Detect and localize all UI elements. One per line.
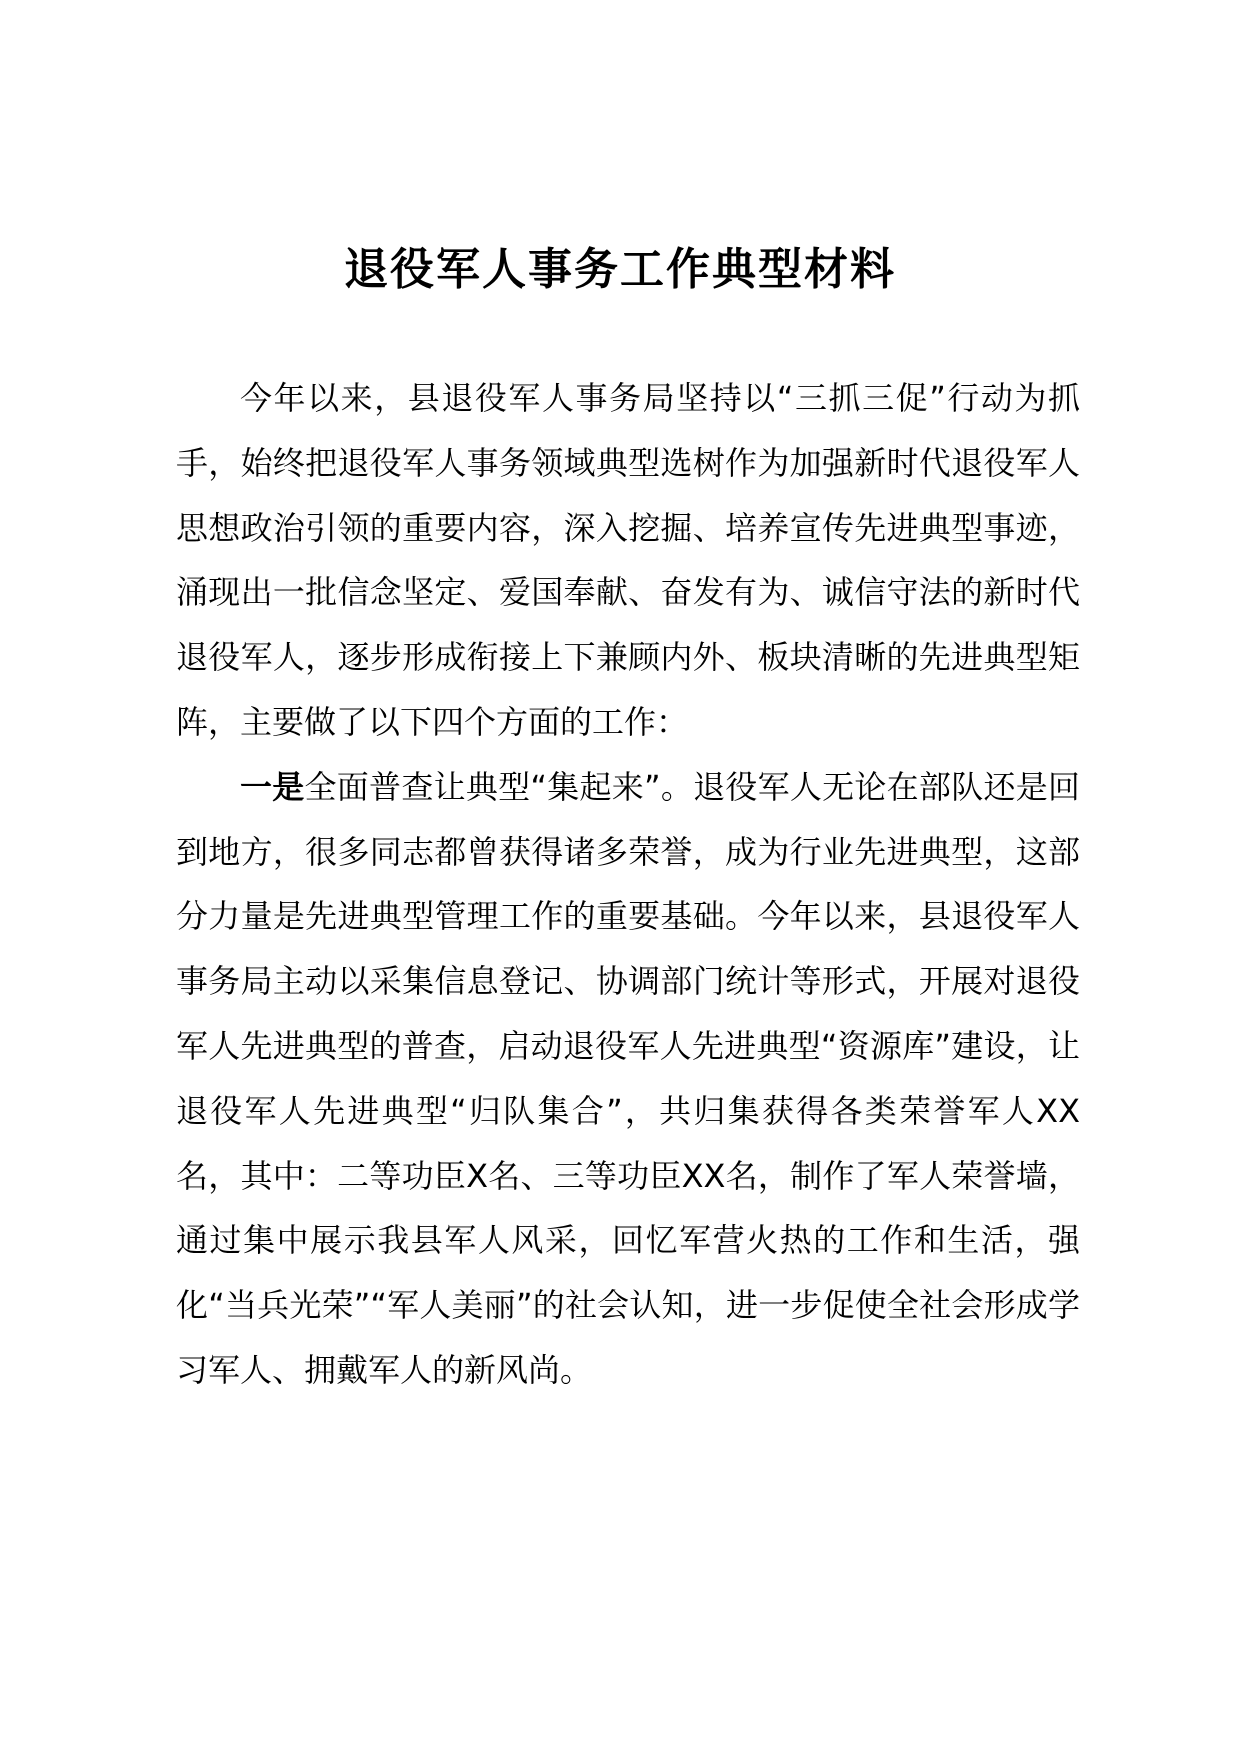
section-one-paragraph [176,755,1080,1403]
section-one-text: 全面普查让典型“集起来”。退役军人无论在部队还是回到地方，很多同志都曾获得诸多荣誉，成为行业先进典型，这部分力量是先进典型管理工作的重要基础。今年以来，县退役军人事务局主动以采集信息登记、协调部门统计等形式，开展对退役军人先进典型的普查，启动退役军人先进典型“资源库”建设，让退役军人先进典型“归队集合”，共归集获得各类荣誉军人XX名，其中：二等功臣X名、三等功臣XX名，制作了军人荣誉墙，通过集中展示我县军人风采，回忆军营火热的工作和生活，强化“当兵光荣”“军人美丽”的社会认知，进一步促使全社会形成学习军人、拥戴军人的新风尚。 [176,767,1080,1389]
document-title: 退役军人事务工作典型材料 [344,244,896,295]
section-one-lead: 一是 [240,767,305,806]
intro-paragraph: 今年以来，县退役军人事务局坚持以“三抓三促”行动为抓手，始终把退役军人事务领域典型选树作为加强新时代退役军人思想政治引领的重要内容，深入挖掘、培养宣传先进典型事迹，涌现出一批信念坚定、爱国奉献、奋发有为、诚信守法的新时代退役军人，逐步形成衔接上下兼顾内外、板块清晰的先进典型矩阵，主要做了以下四个方面的工作： [176,379,1080,741]
document-body [176,366,1080,1403]
